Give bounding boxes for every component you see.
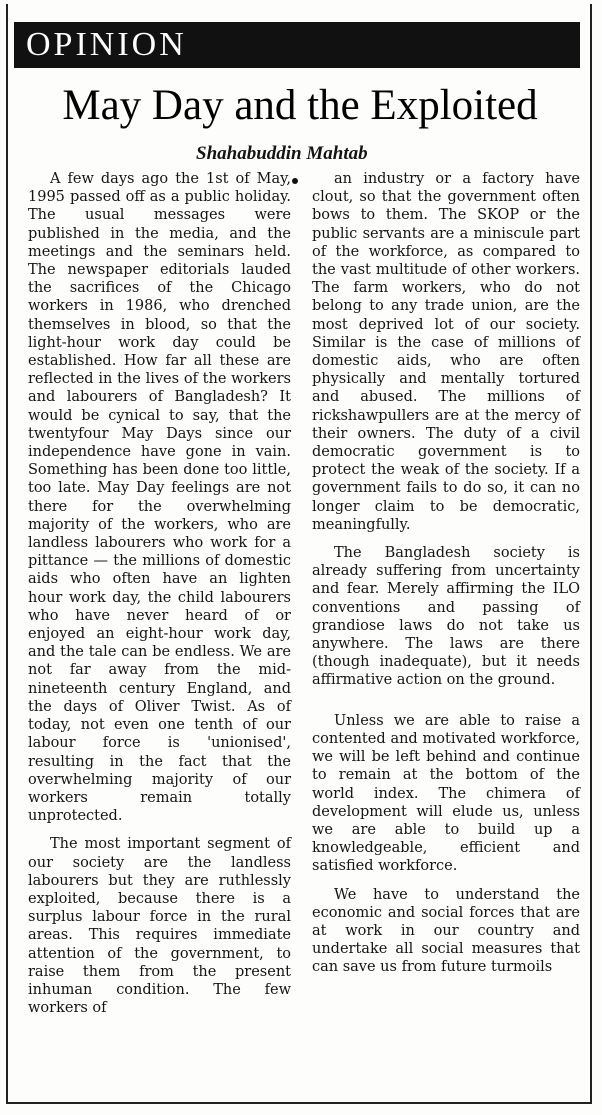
paragraph: The Bangladesh society is already suffering from uncertainty and fear. Merely affirming the ILO conventions and passing of grandiose laws do not take us anywhere. The laws are there (though inadequate), but it needs affirmative action on the ground. xyxy=(312,545,580,689)
paragraph: A few days ago the 1st of May, 1995 passed off as a public holiday. The usual messages were published in the media, and the meetings and the seminars held. The newspaper editorials lauded the sacrifices of the Chicago workers in 1986, who drenched themselves in blood, so that the light-hour work day could be established. How far all these are reflected in the lives of the workers and labourers of Bangladesh? It would be cynical to say, that the twentyfour May Days since our independence have gone in vain. Something has been done too little, too late. May Day feelings are not there for the overwhelming majority of the workers, who are landless labourers who work for a pittance — the millions of domestic aids who often have an lighten hour work day, the child labourers who have never heard of or enjoyed an eight-hour work day, and the tale can be endless. We are not far away from the mid-nineteenth century England, and the days of Oliver Twist. As of today, not even one tenth of our labour force is 'unionised', resulting in the fact that the overwhelming majority of our workers remain totally unprotected. xyxy=(28,171,291,825)
paragraph: The most important segment of our society are the landless labourers but they are ruthlessly exploited, because there is a surplus labour force in the rural areas. This requires immediate attention of the government, to raise them from the present inhuman condition. The few workers of xyxy=(28,836,291,1017)
section-label: OPINION xyxy=(26,26,187,63)
bullet-dot xyxy=(292,178,298,184)
paragraph: an industry or a factory have clout, so that the government often bows to them. The SKOP or the public servants are a miniscule part of the workforce, as compared to the vast multitude of other workers. The farm workers, who do not belong to any trade union, are the most deprived lot of our society. Similar is the case of millions of domestic aids, who are often physically and mentally tortured and abused. The millions of rickshawpullers are at the mercy of their owners. The duty of a civil democratic government is to protect the weak of the society. If a government fails to do so, it can no longer claim to be democratic, meaningfully. xyxy=(312,171,580,533)
article-column-left xyxy=(28,170,291,1017)
paragraph: Unless we are able to raise a contented and motivated workforce, we will be left behind and continue to remain at the bottom of the world index. The chimera of development will elude us, unless we are able to build up a knowledgeable, efficient and satisfied workforce. xyxy=(312,712,580,875)
section-banner xyxy=(14,22,580,68)
article-headline: May Day and the Exploited xyxy=(62,82,538,129)
paragraph: We have to understand the economic and social forces that are at work in our country and undertake all social measures that can save us from future turmoils xyxy=(312,886,580,976)
article-column-right xyxy=(312,170,580,977)
author-byline: Shahabuddin Mahtab xyxy=(196,143,368,164)
